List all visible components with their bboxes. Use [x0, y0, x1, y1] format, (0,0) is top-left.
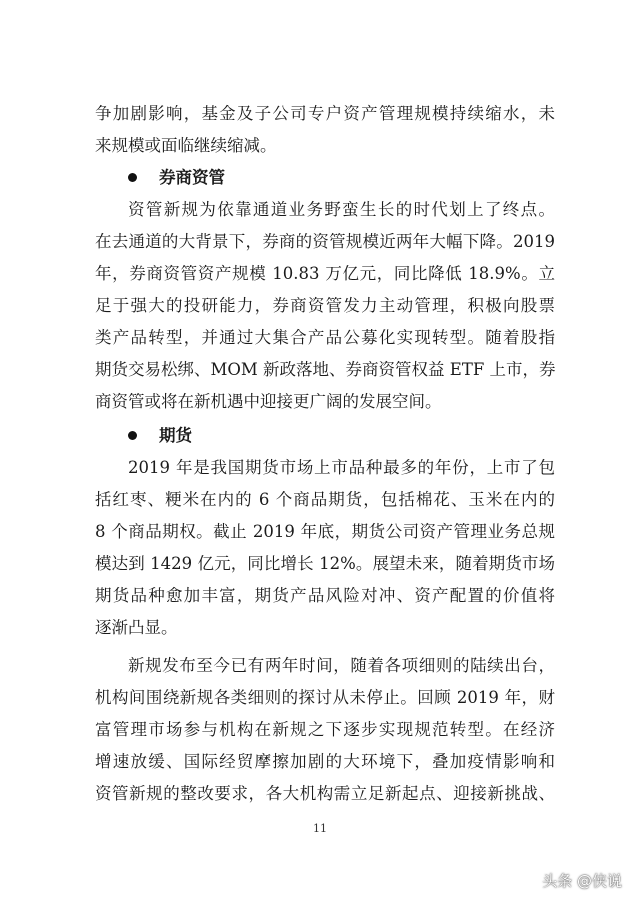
text-line: 争加剧影响，基金及子公司专户资产管理规模持续缩水，未 [95, 104, 555, 123]
text-line: 期货品种愈加丰富，期货产品风险对冲、资产配置的价值将 [95, 586, 555, 605]
section-heading-futures [128, 424, 192, 448]
text-line: 增速放缓、国际经贸摩擦加剧的大环境下，叠加疫情影响和 [95, 752, 555, 771]
section-heading-label: 期货 [159, 426, 192, 445]
page-number: 11 [313, 822, 327, 835]
section-heading-label: 券商资管 [159, 168, 225, 187]
text-line: 年，券商资管资产规模 10.83 万亿元，同比降低 18.9%。立 [95, 264, 555, 283]
text-line: 机构间围绕新规各类细则的探讨从未停止。回顾 2019 年，财 [95, 688, 555, 707]
text-line: 在去通道的大背景下，券商的资管规模近两年大幅下降。2019 [95, 232, 555, 251]
section-heading-securities [128, 166, 225, 190]
watermark: 头条 @侠说 [542, 872, 622, 890]
text-line: 模达到 1429 亿元，同比增长 12%。展望未来，随着期货市场 [95, 554, 555, 573]
text-line: 商资管或将在新机遇中迎接更广阔的发展空间。 [95, 392, 442, 411]
bullet-icon [128, 431, 137, 440]
text-line: 足于强大的投研能力，券商资管发力主动管理，积极向股票 [95, 296, 555, 315]
text-line: 富管理市场参与机构在新规之下逐步实现规范转型。在经济 [95, 720, 555, 739]
text-line: 括红枣、粳米在内的 6 个商品期货，包括棉花、玉米在内的 [95, 490, 555, 509]
text-line: 资管新规的整改要求，各大机构需立足新起点、迎接新挑战、 [95, 784, 555, 803]
text-line: 2019 年是我国期货市场上市品种最多的年份，上市了包 [128, 458, 555, 477]
text-line: 类产品转型，并通过大集合产品公募化实现转型。随着股指 [95, 328, 555, 347]
text-line: 新规发布至今已有两年时间，随着各项细则的陆续出台， [128, 656, 555, 675]
bullet-icon [128, 173, 137, 182]
text-line: 来规模或面临继续缩减。 [95, 136, 277, 155]
text-line: 期货交易松绑、MOM 新政落地、券商资管权益 ETF 上市，券 [95, 360, 556, 379]
text-line: 逐渐凸显。 [95, 618, 178, 637]
text-line: 资管新规为依靠通道业务野蛮生长的时代划上了终点。 [128, 200, 555, 219]
text-line: 8 个商品期权。截止 2019 年底，期货公司资产管理业务总规 [95, 522, 555, 541]
